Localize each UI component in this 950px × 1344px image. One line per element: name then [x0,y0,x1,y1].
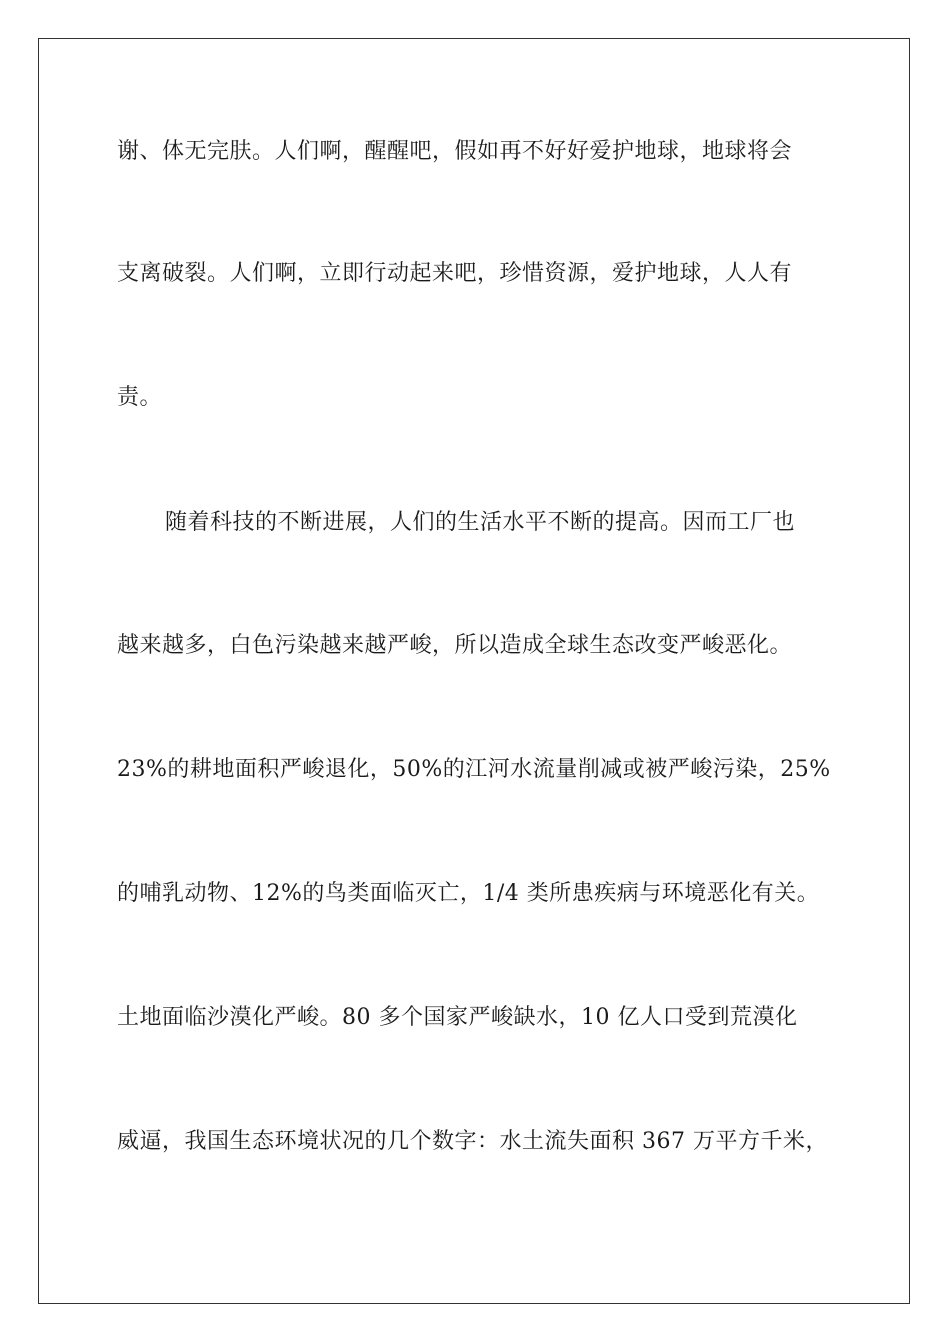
page-border [38,38,910,1304]
text-line-1: 谢、体无完肤。人们啊，醒醒吧，假如再不好好爱护地球，地球将会 [117,139,793,164]
text-line-5: 越来越多，白色污染越来越严峻，所以造成全球生态改变严峻恶化。 [117,633,793,658]
paragraph-start-line: 随着科技的不断进展，人们的生活水平不断的提高。因而工厂也 [165,510,796,535]
text-line-8: 土地面临沙漠化严峻。80 多个国家严峻缺水，10 亿人口受到荒漠化 [117,1005,798,1030]
text-line-6: 23%的耕地面积严峻退化，50%的江河水流量削减或被严峻污染，25% [117,757,831,782]
text-line-3: 责。 [117,385,163,410]
text-line-7: 的哺乳动物、12%的鸟类面临灭亡，1/4 类所患疾病与环境恶化有关。 [117,881,820,906]
text-line-2: 支离破裂。人们啊，立即行动起来吧，珍惜资源，爱护地球，人人有 [117,261,793,286]
text-line-9: 威逼，我国生态环境状况的几个数字：水土流失面积 367 万平方千米， [117,1129,828,1154]
